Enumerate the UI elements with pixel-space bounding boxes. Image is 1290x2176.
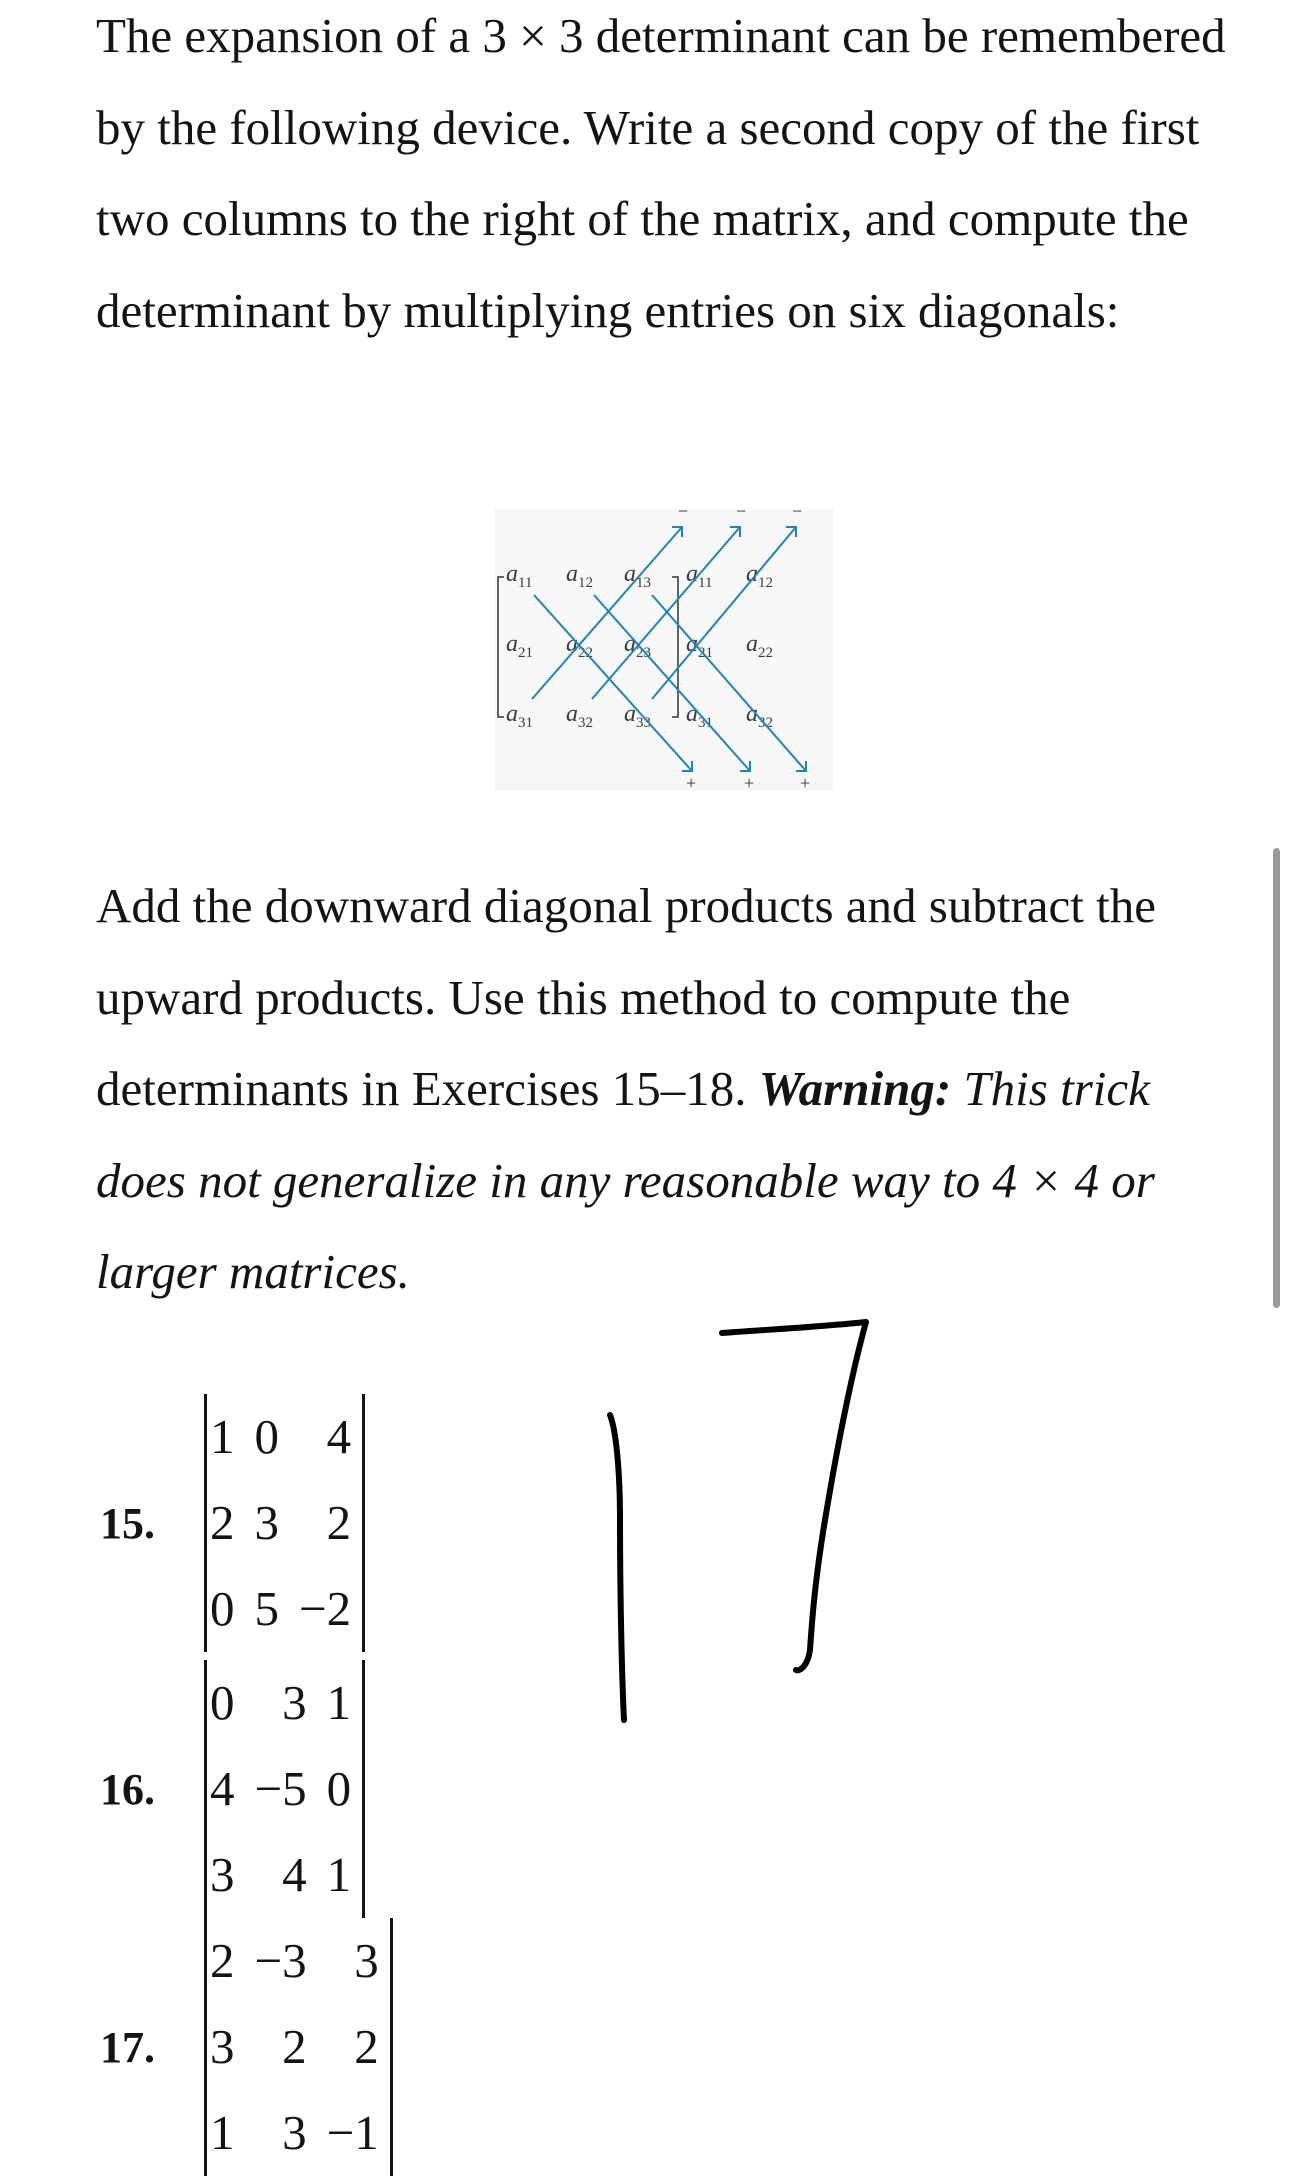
left-bar [204,1394,207,1652]
minus-sign: − [736,509,747,521]
diagram-entry: a33 [624,701,651,731]
warning-label: Warning: [758,1061,952,1116]
exercise-number: 16. [100,1765,155,1814]
instructions-text: Add the downward diagonal products and subtract the upward products. Use this method to compute the determinants in Exercises 15–18. [96,878,1157,1116]
determinant-cell: 1 [210,2105,235,2160]
handwritten-seven [722,1322,866,1670]
determinant-cell: −3 [254,1933,307,1988]
right-bar [390,1918,393,2176]
diagram-entry: a22 [566,631,593,661]
determinant-row [200,1746,361,1832]
determinant-row [200,1394,361,1480]
determinant-cell: 3 [210,2019,235,2074]
determinant-cell: 1 [210,1409,235,1464]
determinant-cell: −2 [299,1581,352,1636]
diagram-entry: a11 [506,561,533,591]
diagram-entry: a21 [686,631,713,661]
intro-paragraph: The expansion of a 3 × 3 determinant can be remembered by the following device. Write a second copy of the first two columns to the right of the matrix, and compute the determinant by multiplying entries on six diagonals: [96,8,1226,338]
determinant-grid [200,1660,361,1918]
left-bracket [498,577,504,717]
determinant-cell: 1 [326,1675,352,1730]
downward-arrows [534,595,806,771]
determinant-cell: 2 [326,1495,352,1550]
diagram-entry: a31 [506,701,533,731]
determinant-cell: 4 [326,1409,352,1464]
handwritten-one [610,1415,624,1720]
determinant [200,1660,361,1918]
scrollbar[interactable] [1273,848,1280,1308]
warning-text: This trick does not generalize in any reasonable way to 4 × 4 or larger matrices. [96,1061,1155,1299]
diagram-entry: a11 [686,561,713,591]
diagram-entry: a31 [686,701,713,731]
determinant-row [200,2004,389,2090]
plus-sign: + [800,773,811,791]
diagram-entry: a12 [566,561,593,591]
plus-sign: + [744,773,755,791]
determinant-grid [200,1394,361,1652]
determinant-cell: 2 [282,2019,307,2074]
diagram-entry: a32 [746,701,773,731]
determinant-row [200,1566,361,1652]
determinant-cell: −5 [254,1761,307,1816]
instructions-paragraph [96,860,1236,1318]
plus-sign: + [686,773,697,791]
left-bar [204,1918,207,2176]
exercise-number: 17. [100,2023,155,2072]
determinant-row [200,1480,361,1566]
determinant-cell: 2 [354,2019,379,2074]
determinant-cell: 5 [254,1581,279,1636]
minus-sign: − [678,509,689,521]
determinant-cell: 3 [282,1675,307,1730]
determinant-cell: 0 [210,1581,235,1636]
determinant-cell: 0 [254,1409,279,1464]
determinant-row [200,2090,389,2176]
determinant-cell: 1 [326,1847,352,1902]
diagram-entry: a22 [746,631,773,661]
determinant-cell: 2 [210,1933,235,1988]
determinant-cell: −1 [326,2105,379,2160]
diagram-entry: a13 [624,561,651,591]
determinant-diagram [494,509,834,791]
diagram-entry: a21 [506,631,533,661]
determinant-row [200,1918,389,2004]
right-bracket [672,577,678,717]
exercise-number: 15. [100,1499,155,1548]
determinant-cell: 3 [210,1847,235,1902]
diagram-entry: a32 [566,701,593,731]
right-bar [362,1394,365,1652]
determinant [200,1918,389,2176]
determinant-row [200,1832,361,1918]
determinant [200,1394,361,1652]
determinant-cell: 0 [210,1675,235,1730]
diagram-entry: a12 [746,561,773,591]
left-bar [204,1660,207,1918]
determinant-cell: 4 [210,1761,235,1816]
determinant-cell: 3 [354,1933,379,1988]
right-bar [362,1660,365,1918]
determinant-cell: 2 [210,1495,235,1550]
determinant-row [200,1660,361,1746]
determinant-cell: 3 [282,2105,307,2160]
determinant-cell: 0 [326,1761,352,1816]
minus-sign: − [792,509,803,521]
diagram-svg [494,509,834,791]
determinant-cell: 4 [282,1847,307,1902]
diagram-entry: a23 [624,631,651,661]
determinant-grid [200,1918,389,2176]
determinant-cell: 3 [254,1495,279,1550]
